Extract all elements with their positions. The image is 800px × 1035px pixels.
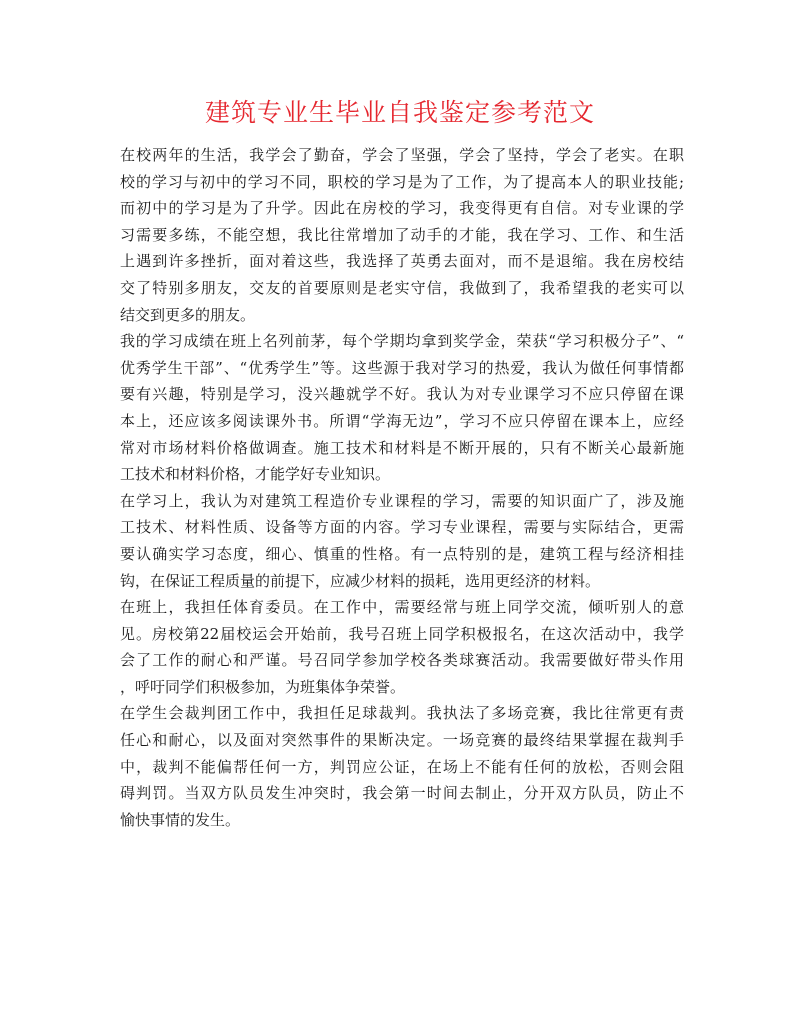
paragraph — [120, 700, 684, 833]
paragraph-line: ，呼吁同学们积极参加，为班集体争荣誉。 — [120, 677, 406, 696]
paragraph-line: 而初中的学习是为了升学。因此在房校的学习，我变得更有自信。对专业课的学 — [120, 199, 684, 218]
paragraph-line: 会了工作的耐心和严谨。号召同学参加学校各类球赛活动。我需要做好带头作用 — [120, 651, 684, 670]
document-title: 建筑专业生毕业自我鉴定参考范文 — [204, 98, 595, 127]
paragraph-line: 要有兴趣，特别是学习，没兴趣就学不好。我认为对专业课学习不应只停留在课 — [120, 385, 684, 404]
paragraph-line: 碍判罚。当双方队员发生冲突时，我会第一时间去制止，分开双方队员，防止不 — [120, 784, 684, 803]
paragraph — [120, 594, 684, 700]
paragraph-line: 上遇到许多挫折，面对着这些，我选择了英勇去面对，而不是退缩。我在房校结 — [120, 252, 684, 271]
paragraph-line: 我的学习成绩在班上名列前茅，每个学期均拿到奖学金，荣获“学习积极分子”、“ — [120, 332, 684, 351]
paragraph — [120, 142, 684, 328]
paragraph-line: 要认确实学习态度，细心、慎重的性格。有一点特别的是，建筑工程与经济相挂 — [120, 544, 684, 563]
paragraph-line: 任心和耐心，以及面对突然事件的果断决定。一场竞赛的最终结果掌握在裁判手 — [120, 731, 684, 750]
paragraph — [120, 488, 684, 594]
paragraph-line: 习需要多练，不能空想，我比往常增加了动手的才能，我在学习、工作、和生活 — [120, 225, 684, 244]
paragraph-line: 在班上，我担任体育委员。在工作中，需要经常与班上同学交流，倾听别人的意 — [120, 598, 684, 617]
paragraph-line: 在学生会裁判团工作中，我担任足球裁判。我执法了多场竞赛，我比往常更有责 — [120, 704, 684, 723]
paragraph-line: 见。房校第22届校运会开始前，我号召班上同学积极报名，在这次活动中，我学 — [120, 624, 684, 643]
paragraph-line: 中，裁判不能偏帮任何一方，判罚应公证，在场上不能有任何的放松，否则会阻 — [120, 757, 684, 776]
paragraph-line: 工技术和材料价格，才能学好专业知识。 — [120, 465, 391, 484]
paragraph-line: 工技术、材料性质、设备等方面的内容。学习专业课程，需要与实际结合，更需 — [120, 518, 684, 537]
paragraph-line: 优秀学生干部”、“优秀学生”等。这些源于我对学习的热爱，我认为做任何事情都 — [120, 358, 684, 377]
paragraph-line: 愉快事情的发生。 — [120, 810, 241, 829]
paragraph-line: 在校两年的生活，我学会了勤奋，学会了坚强，学会了坚持，学会了老实。在职 — [120, 146, 684, 164]
document-body — [120, 142, 684, 833]
paragraph-line: 交了特别多朋友，交友的首要原则是老实守信，我做到了，我希望我的老实可以 — [120, 278, 684, 297]
paragraph-line: 校的学习与初中的学习不同，职校的学习是为了工作，为了提高本人的职业技能; — [120, 172, 684, 191]
paragraph-line: 常对市场材料价格做调查。施工技术和材料是不断开展的，只有不断关心最新施 — [120, 438, 684, 457]
paragraph — [120, 328, 684, 488]
paragraph-line: 结交到更多的朋友。 — [120, 305, 256, 324]
paragraph-line: 本上，还应该多阅读课外书。所谓“学海无边”，学习不应只停留在课本上，应经 — [120, 411, 684, 430]
paragraph-line: 在学习上，我认为对建筑工程造价专业课程的学习，需要的知识面广了，涉及施 — [120, 491, 684, 510]
paragraph-line: 钩，在保证工程质量的前提下，应减少材料的损耗，选用更经济的材料。 — [120, 571, 601, 590]
